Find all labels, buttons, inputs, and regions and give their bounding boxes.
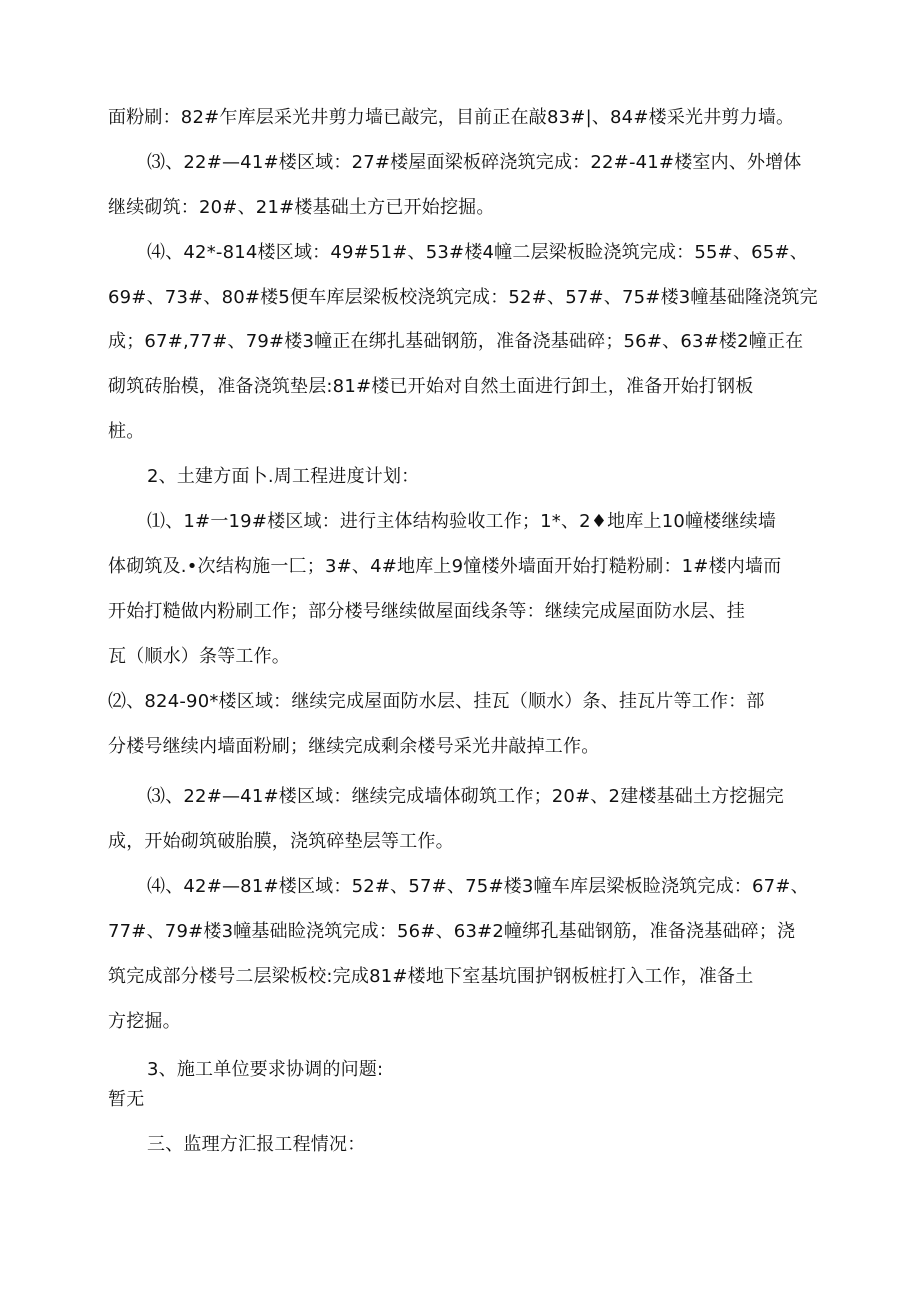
paragraph-line-11: 体砌筑及.•次结构施一匚；3#、4#地库上9憧楼外墙面开始打糙粉刷：1#楼内墙而 [108, 556, 782, 577]
paragraph-line-17: 成，开始砌筑破胎膜，浇筑碎垫层等工作。 [108, 831, 454, 852]
paragraph-line-13: 瓦（顺水）条等工作。 [108, 646, 290, 667]
paragraph-line-14: ⑵、824-90*楼区域：继续完成屋面防水层、挂瓦（顺水）条、挂瓦片等工作：部 [108, 691, 765, 712]
section-heading-4: 三、监理方汇报工程情况： [147, 1134, 366, 1155]
section-heading-3: 3、施工单位要求协调的问题: [147, 1059, 384, 1080]
paragraph-line-10: ⑴、1#一19#楼区域：进行主体结构验收工作；1*、2♦地库上10幢楼继续墙 [147, 511, 777, 532]
paragraph-line-7: 砌筑砖胎模，准备浇筑垫层:81#楼已开始对自然土面进行卸土，准备开始打钢板 [108, 376, 754, 397]
paragraph-line-6: 成；67#,77#、79#楼3幢正在绑扎基础钢筋，准备浇基础碎；56#、63#楼2幢正在 [108, 331, 804, 352]
paragraph-line-5: 69#、73#、80#楼5便车库层梁板校浇筑完成：52#、57#、75#楼3幢基础隆浇筑完 [108, 287, 818, 308]
paragraph-line-20: 筑完成部分楼号二层梁板校:完成81#楼地下室基坑围护钢板桩打入工作，准备土 [108, 966, 754, 987]
paragraph-line-23: 暂无 [108, 1089, 145, 1110]
paragraph-line-19: 77#、79#楼3幢基础睑浇筑完成：56#、63#2幢绑孔基础钢筋，准备浇基础碎；浇 [108, 921, 796, 942]
paragraph-line-12: 开始打糙做内粉刷工作；部分楼号继续做屋面线条等：继续完成屋面防水层、挂 [108, 601, 745, 622]
section-heading-2: 2、土建方面卜.周工程进度计划： [147, 466, 420, 487]
paragraph-line-18: ⑷、42#—81#楼区域：52#、57#、75#楼3幢车库层梁板睑浇筑完成：67#、 [147, 876, 809, 897]
paragraph-line-15: 分楼号继续内墙面粉刷；继续完成剩余楼号采光井敲掉工作。 [108, 736, 600, 757]
paragraph-line-3: 继续砌筑：20#、21#楼基础土方已开始挖掘。 [108, 197, 495, 218]
paragraph-line-4: ⑷、42*-814楼区域：49#51#、53#楼4幢二层梁板睑浇筑完成：55#、65#、 [147, 242, 808, 263]
paragraph-line-16: ⑶、22#—41#楼区域：继续完成墙体砌筑工作；20#、2建楼基础土方挖掘完 [147, 786, 785, 807]
paragraph-line-21: 方挖掘。 [108, 1011, 181, 1032]
paragraph-line-8: 桩。 [108, 421, 145, 442]
paragraph-line-1: 面粉刷：82#乍库层采光井剪力墙已敲完，目前正在敲83#|、84#楼采光井剪力墙。 [108, 107, 795, 128]
paragraph-line-2: ⑶、22#—41#楼区域：27#楼屋面梁板碎浇筑完成：22#-41#楼室内、外增体 [147, 152, 802, 173]
